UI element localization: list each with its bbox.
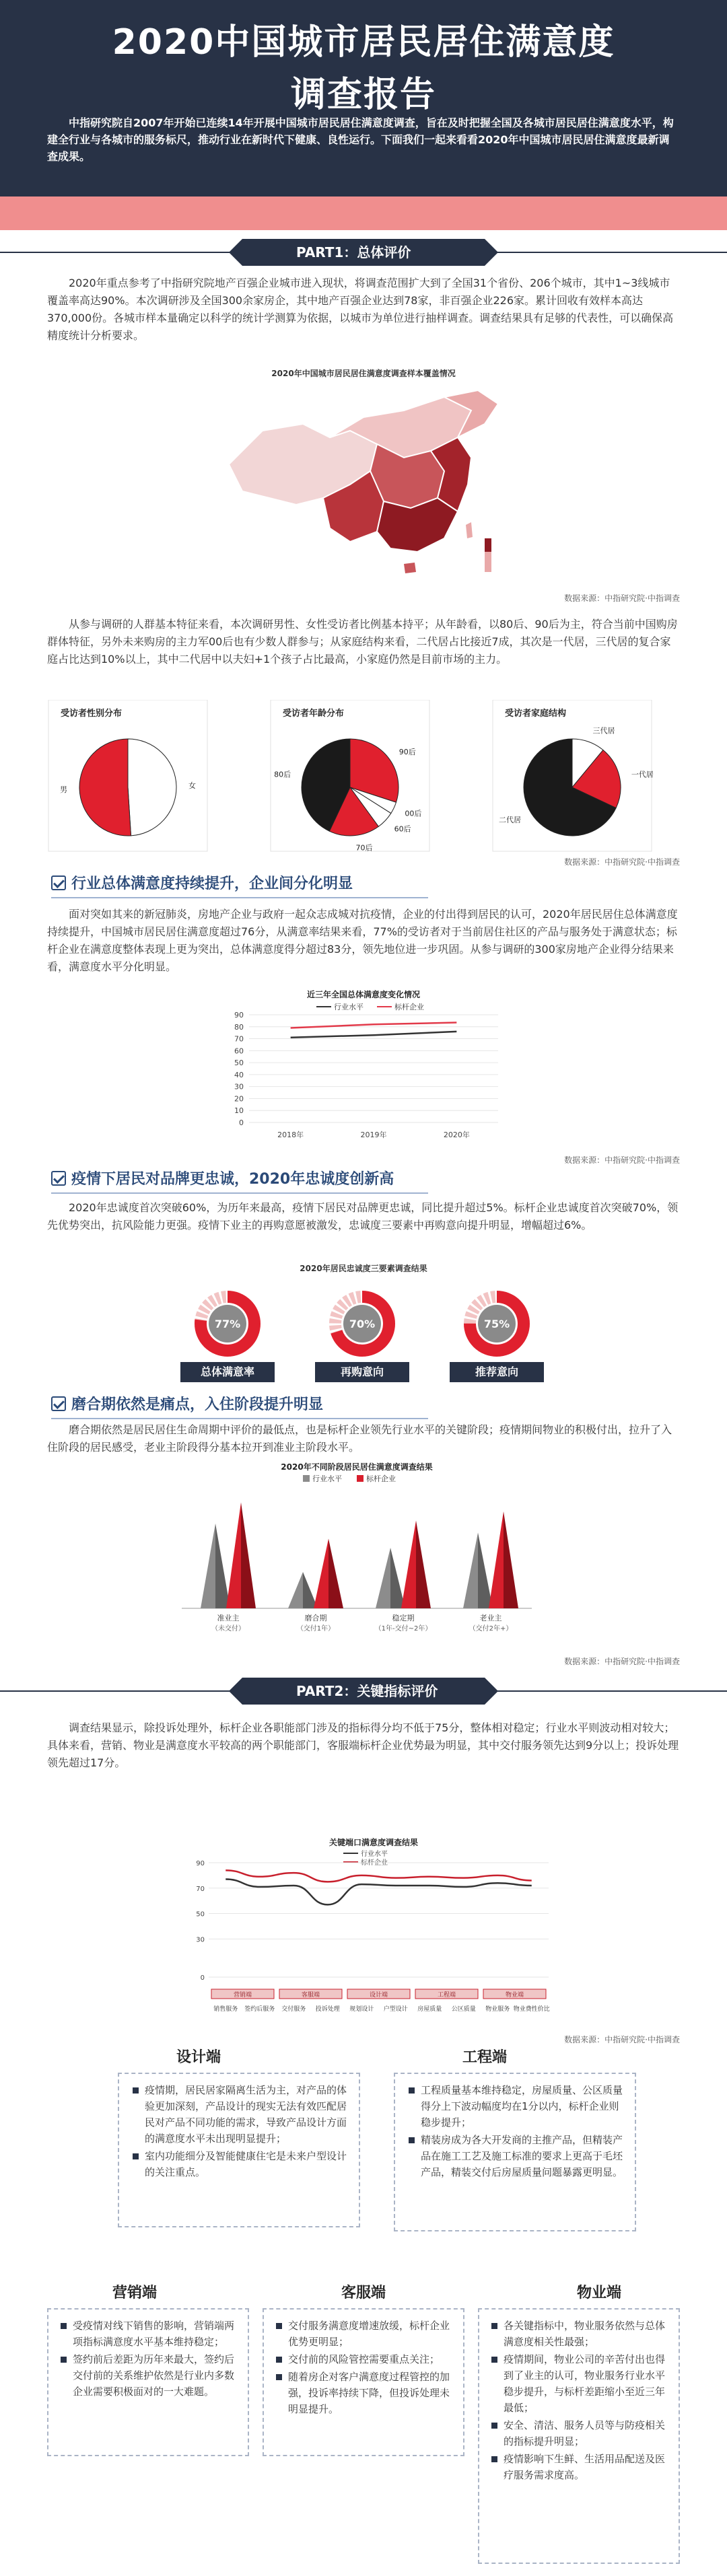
map-region-hainan: [404, 563, 416, 573]
pie-title: 受访者性别分布: [61, 709, 123, 719]
bullet-item: 疫情期，居民居家隔离生活为主，对产品的体验更加深刻，产品设计的现实无法有效匹配居民对产品不同功能的需求，导致产品设计方面的满意度水平未出现明显提升；: [130, 2082, 349, 2147]
box-title-text: 客服端: [341, 2285, 386, 2301]
section2-paragraph: 2020年忠诚度首次突破60%，为历年来最高，疫情下居民对品牌更忠诚，同比提升超过5%。标杆企业忠诚度首次突破70%，领先优势突出，抗风险能力更强。疫情下业主的再购意愿被激发，忠诚度三要素中再购意向提升明显，增幅超过6%。: [47, 1201, 679, 1231]
box-engineering: [394, 2073, 636, 2231]
service-list: [273, 2318, 456, 2419]
property-list: [489, 2318, 672, 2484]
china-coverage-map: [202, 384, 525, 585]
x-tick-label: 稳定期: [392, 1614, 415, 1622]
cone-left: [226, 1503, 241, 1609]
report-title-line1: 2020中国城市居民居住满意度: [112, 22, 615, 63]
group-label: 客服端: [301, 1992, 320, 1999]
bullet-item: 安全、清洁、服务人员等与防疫相关的指标提升明显；: [489, 2417, 672, 2449]
x-tick-sublabel: （1年-交付~2年）: [374, 1625, 432, 1633]
check-icon: [51, 875, 66, 890]
bullet-item: 室内功能细分及智能健康住宅是未来户型设计的关注重点。: [130, 2148, 349, 2180]
bullet-item: 签约前后差距为历年来最大，签约后交付前的关系维护依然是行业内多数企业需要积极面对的一大难题。: [58, 2351, 241, 2400]
part2-paragraph: 调查结果显示，除投诉处理外，标杆企业各职能部门涉及的指标得分均不低于75分，整体相对稳定；行业水平则波动相对较大；具体来看，营销、物业是满意度水平较高的两个职能部门，客服端标杆企业优势最为明显，其中交付服务领先达到9分以上；投诉处理领先超过17分。: [47, 1721, 679, 1769]
pie-title: 受访者家庭结构: [505, 709, 567, 719]
map-legend-low: [485, 552, 491, 572]
conechart-title: 2020年不同阶段居民居住满意度调查结果: [281, 1462, 433, 1472]
cone-left: [201, 1524, 215, 1608]
bullet-item: 各关键指标中，物业服务依然与总体满意度相关性最强；: [489, 2318, 672, 2350]
pies-source: 数据来源：中指研究院·中指调查: [564, 857, 680, 867]
x-tick-label: 交付服务: [281, 2006, 306, 2013]
box-title-text: 工程端: [462, 2049, 507, 2066]
linechart-title: 近三年全国总体满意度变化情况: [306, 990, 421, 999]
x-tick-label: 物业服务: [485, 2006, 510, 2013]
report-title-line2: 调查报告: [290, 75, 436, 115]
report-header: [0, 0, 727, 196]
box-service: [263, 2308, 464, 2456]
box-title-text: 营销端: [112, 2285, 157, 2301]
x-tick-label: 销售服务: [213, 2006, 238, 2013]
box-title-marketing: [54, 2281, 215, 2302]
x-tick-label: 投诉处理: [315, 2006, 340, 2013]
box-title-engineering: [404, 2046, 565, 2067]
y-tick-label: 90: [234, 1011, 244, 1019]
cone-left: [288, 1572, 303, 1608]
header-accent-bar: [0, 196, 727, 230]
y-tick-label: 0: [200, 1974, 205, 1982]
pie-label: 80后: [274, 770, 291, 779]
ring-label: 再购意向: [315, 1362, 409, 1382]
check-icon: [51, 1171, 66, 1186]
bullet-item: 交付前的风险管控需要重点关注；: [273, 2351, 456, 2367]
engineering-list: [406, 2082, 625, 2182]
check-icon: [51, 1396, 66, 1411]
cone-left: [314, 1539, 328, 1609]
wavechart-title: 关键端口满意度调查结果: [328, 1838, 419, 1847]
box-title-text: 设计端: [176, 2049, 221, 2066]
part1-paragraph-2: 从参与调研的人群基本特征来看，本次调研男性、女性受访者比例基本持平；从年龄看，以80后、90后为主，符合当前中国购房群体特征，另外未来购房的主力军00后也有少数人群参与；从家庭结构来看，二代居占比接近7成，其次是一代居，三代居的复合家庭占比达到10%以上，其中二代居中以夫妇+1个孩子占比最高，小家庭仍然是目前市场的主力。: [47, 618, 678, 666]
conechart-source: 数据来源：中指研究院·中指调查: [564, 1657, 680, 1666]
pie-label: 00后: [405, 809, 422, 818]
cone-right: [328, 1539, 343, 1609]
section-heading-rule: [51, 897, 428, 898]
bullet-item: 交付服务满意度增速放缓，标杆企业优势更明显；: [273, 2318, 456, 2350]
series-line: [291, 1023, 457, 1028]
map-region-taiwan: [466, 522, 473, 538]
cone-right: [416, 1521, 431, 1609]
pie-label: 女: [188, 781, 196, 791]
x-tick-label: 2018年: [277, 1131, 304, 1139]
cone-left: [489, 1511, 504, 1608]
legend-label: 行业水平: [361, 1851, 388, 1858]
x-tick-label: 物业费性价比: [513, 2006, 550, 2013]
y-tick-label: 20: [234, 1094, 244, 1104]
pie-label: 二代居: [499, 816, 522, 825]
pie-title: 受访者年龄分布: [283, 709, 345, 719]
bullet-item: 工程质量基本维持稳定，房屋质量、公区质量得分上下波动幅度均在1分以内，标杆企业则稳步提升；: [406, 2082, 625, 2131]
section-heading-text: 行业总体满意度持续提升，企业间分化明显: [71, 875, 353, 892]
cone-left: [376, 1548, 390, 1608]
section-heading-text: 疫情下居民对品牌更忠诚，2020年忠诚度创新高: [71, 1171, 394, 1188]
ring-chart: [450, 1287, 544, 1361]
rings-title: 2020年居民忠诚度三要素调查结果: [300, 1264, 427, 1273]
part1-label: PART1：总体评价: [242, 239, 485, 266]
map-region-south: [377, 498, 458, 552]
ring-value: 70%: [349, 1318, 376, 1330]
group-label: 物业端: [505, 1992, 524, 1999]
box-title-service: [283, 2281, 444, 2302]
design-list: [130, 2082, 349, 2182]
y-tick-label: 30: [196, 1936, 205, 1944]
map-source: 数据来源：中指研究院·中指调查: [564, 594, 680, 603]
box-title-property: [518, 2281, 680, 2302]
y-tick-label: 90: [196, 1860, 205, 1867]
y-tick-label: 70: [196, 1885, 205, 1893]
x-tick-sublabel: （未交付）: [211, 1625, 245, 1633]
x-tick-label: 2020年: [443, 1131, 470, 1139]
part1-paragraph-1: 2020年重点参考了中指研究院地产百强企业城市进入现状，将调查范围扩大到了全国31个省份、206个城市，其中1~3线城市覆盖率高达90%。本次调研涉及全国300余家房企，其中地产百强企业达到78家，非百强企业226家。累计回收有效样本高达370,000份。各城市样本量确定以科学的统计学测算为依据，以城市为单位进行抽样调查。调查结果具有足够的代表性，可以确保高精度统计分析要求。: [47, 277, 674, 342]
legend-label: 行业水平: [334, 1003, 364, 1011]
key-port-chart: [172, 1836, 555, 2031]
box-title-design: [118, 2046, 279, 2067]
bullet-item: 疫情期间，物业公司的辛苦付出也得到了业主的认可，物业服务行业水平稳步提升，与标杆差距缩小至近三年最低；: [489, 2351, 672, 2416]
legend-swatch: [303, 1475, 310, 1482]
legend-swatch: [357, 1475, 364, 1482]
box-marketing: [47, 2308, 249, 2456]
x-tick-label: 户型设计: [383, 2006, 408, 2013]
y-tick-label: 50: [196, 1910, 205, 1919]
section-heading-rule: [51, 1418, 428, 1419]
x-tick-sublabel: （交付1年）: [296, 1625, 335, 1633]
y-tick-label: 70: [234, 1034, 244, 1044]
ring-label: 推荐意向: [450, 1362, 544, 1382]
stage-satisfaction-chart: [168, 1460, 545, 1655]
map-title: 2020年中国城市居民居住满意度调查样本覆盖情况: [271, 369, 456, 378]
ring-value: 75%: [483, 1318, 510, 1330]
bullet-item: 随着房企对客户满意度过程管控的加强，投诉率持续下降，但投诉处理未明显提升。: [273, 2369, 456, 2417]
section-heading-stage: [51, 1393, 323, 1414]
y-tick-label: 0: [239, 1118, 244, 1127]
respondent-pies: [47, 700, 680, 855]
cone-right: [504, 1511, 518, 1608]
wavechart-source: 数据来源：中指研究院·中指调查: [564, 2035, 680, 2044]
pie-slice: [79, 739, 131, 836]
section-heading-text: 磨合期依然是痛点，入住阶段提升明显: [71, 1396, 324, 1413]
y-tick-label: 50: [234, 1059, 244, 1068]
cone-left: [463, 1533, 478, 1609]
pie-label: 男: [60, 785, 68, 794]
box-title-text: 物业端: [576, 2285, 621, 2301]
ring-label: 总体满意率: [180, 1362, 275, 1382]
linechart-source: 数据来源：中指研究院·中指调查: [564, 1155, 680, 1165]
marketing-list: [58, 2318, 241, 2401]
ring-chart: [180, 1287, 275, 1361]
pie-label: 70后: [355, 843, 373, 853]
section-heading-loyalty: [51, 1168, 394, 1188]
cone-right: [241, 1503, 256, 1609]
x-tick-label: 签约后服务: [244, 2006, 275, 2013]
section-heading-rule: [51, 1192, 428, 1194]
legend-label: 标杆企业: [361, 1859, 388, 1867]
part2-label: PART2：关键指标评价: [242, 1678, 485, 1705]
x-tick-label: 规划设计: [349, 2006, 374, 2013]
ring-chart: [315, 1287, 409, 1361]
x-tick-label: 房屋质量: [417, 2006, 442, 2013]
group-label: 工程端: [437, 1992, 456, 1999]
legend-label: 行业水平: [312, 1474, 342, 1483]
x-tick-label: 准业主: [217, 1614, 240, 1622]
x-tick-label: 磨合期: [304, 1614, 327, 1622]
pie-slice: [128, 739, 176, 836]
bullet-item: 精装房成为各大开发商的主推产品，但精装产品在施工工艺及施工标准的要求上更高于毛坯产品，精装交付后房屋质量问题暴露更明显。: [406, 2132, 625, 2180]
x-tick-label: 老业主: [479, 1614, 502, 1622]
legend-label: 标杆企业: [366, 1474, 396, 1483]
section1-paragraph: 面对突如其来的新冠肺炎，房地产企业与政府一起众志成城对抗疫情，企业的付出得到居民的认可，2020年居民居住总体满意度持续提升，中国城市居民居住满意度超过76分，从满意率结果来看，77%的受访者对于当前居住社区的产品与服务处于满意状态；标杆企业在满意度整体表现上更为突出，总体满意度得分超过83分，领先地位进一步巩固。从参与调研的300家房地产企业得分结果来看，满意度水平分化明显。: [47, 908, 678, 973]
y-tick-label: 80: [234, 1022, 244, 1032]
section3-paragraph: 磨合期依然是居民居住生命周期中评价的最低点，也是标杆企业领先行业水平的关键阶段；疫情期间物业的积极付出，拉升了入住阶段的居民感受，老业主阶段得分基本拉开到准业主阶段水平。: [47, 1423, 672, 1454]
bullet-item: 疫情影响下生鲜、生活用品配送及医疗服务需求度高。: [489, 2451, 672, 2483]
series-line: [226, 1880, 532, 1905]
y-tick-label: 10: [234, 1106, 244, 1116]
satisfaction-trend-chart: [215, 988, 512, 1149]
series-line: [226, 1870, 532, 1882]
group-label: 营销端: [233, 1992, 252, 1999]
box-property: [478, 2308, 680, 2564]
box-design: [118, 2073, 360, 2227]
pie-label: 90后: [399, 748, 416, 757]
legend-label: 标杆企业: [394, 1003, 424, 1011]
cone-left: [401, 1521, 416, 1609]
x-tick-label: 公区质量: [451, 2006, 476, 2013]
y-tick-label: 30: [234, 1082, 244, 1092]
x-tick-label: 2019年: [360, 1131, 387, 1139]
y-tick-label: 40: [234, 1070, 244, 1079]
pie-label: 三代居: [592, 726, 615, 736]
x-tick-sublabel: （交付2年+）: [469, 1625, 513, 1633]
bullet-item: 受疫情对线下销售的影响，营销端两项指标满意度水平基本维持稳定；: [58, 2318, 241, 2350]
ring-value: 77%: [214, 1318, 241, 1330]
part1-banner: [0, 239, 727, 266]
part2-banner: [0, 1678, 727, 1705]
pie-label: 60后: [394, 824, 411, 834]
series-line: [291, 1032, 457, 1038]
report-intro: 中指研究院自2007年开始已连续14年开展中国城市居民居住满意度调查，旨在及时把握全国及各城市居民居住满意度水平，构建全行业与各城市的服务标尺，推动行业在新时代下健康、良性运行。下面我们一起来看看2020年中国城市居民居住满意度最新调查成果。: [47, 116, 674, 163]
group-label: 设计端: [369, 1992, 388, 1999]
section-heading-satisfaction: [51, 872, 353, 893]
y-tick-label: 60: [234, 1046, 244, 1056]
pie-label: 一代居: [631, 770, 654, 779]
